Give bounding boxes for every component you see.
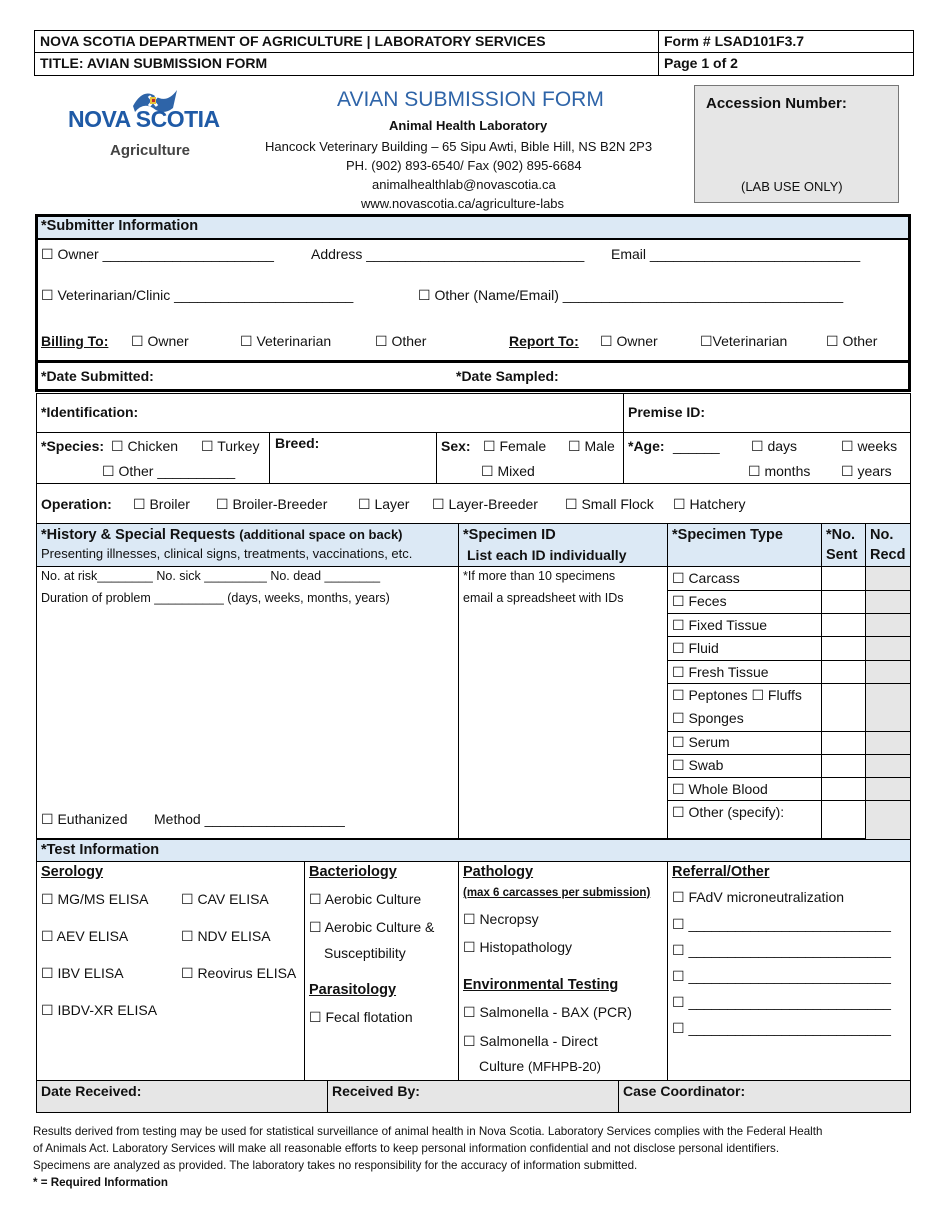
specimen-swab-checkbox[interactable]: ☐ Swab <box>672 757 724 773</box>
veterinarian-field[interactable]: ☐ Veterinarian/Clinic _______________________ <box>41 287 354 303</box>
divider <box>458 523 459 839</box>
sex-mixed-checkbox[interactable]: ☐ Mixed <box>481 463 535 479</box>
divider <box>667 613 911 614</box>
test-salmonella-direct-checkbox[interactable]: ☐ Salmonella - Direct <box>463 1033 598 1049</box>
lab-website[interactable]: www.novascotia.ca/agriculture-labs <box>361 196 565 211</box>
sex-male-checkbox[interactable]: ☐ Male <box>568 438 615 454</box>
lab-name: Animal Health Laboratory <box>389 118 548 133</box>
divider <box>667 861 668 1080</box>
divider <box>667 636 911 637</box>
billing-owner-checkbox[interactable]: ☐ Owner <box>131 333 189 349</box>
no-recd-column <box>866 567 910 839</box>
operation-small-flock-checkbox[interactable]: ☐ Small Flock <box>565 496 654 512</box>
history-heading-wrap <box>41 527 403 543</box>
lab-use-row <box>37 1080 910 1112</box>
risk-sick-dead-fields[interactable]: No. at risk________ No. sick _________ No. dead ________ <box>41 569 381 583</box>
specimen-id-note-2: email a spreadsheet with IDs <box>463 591 624 605</box>
specimen-peptones-fluffs-checkbox[interactable]: ☐ Peptones ☐ Fluffs <box>672 687 802 703</box>
specimen-sponges-checkbox[interactable]: ☐ Sponges <box>672 710 744 726</box>
divider <box>38 360 908 363</box>
divider <box>36 566 911 567</box>
owner-field[interactable]: ☐ Owner ______________________ <box>41 246 274 262</box>
specimen-fluid-checkbox[interactable]: ☐ Fluid <box>672 640 719 656</box>
operation-hatchery-checkbox[interactable]: ☐ Hatchery <box>673 496 746 512</box>
divider <box>436 432 437 483</box>
species-turkey-checkbox[interactable]: ☐ Turkey <box>201 438 260 454</box>
operation-layer-checkbox[interactable]: ☐ Layer <box>358 496 410 512</box>
specimen-type-heading: *Specimen Type <box>672 527 783 543</box>
test-heading: *Test Information <box>41 842 160 858</box>
test-fecal-flotation-checkbox[interactable]: ☐ Fecal flotation <box>309 1009 413 1025</box>
test-ndv-elisa-checkbox[interactable]: ☐ NDV ELISA <box>181 928 271 944</box>
lab-email[interactable]: animalhealthlab@novascotia.ca <box>372 177 556 192</box>
test-aerobic-culture-susceptibility-checkbox[interactable]: ☐ Aerobic Culture & <box>309 919 435 935</box>
pathology-heading: Pathology <box>463 864 534 880</box>
department-text: NOVA SCOTIA DEPARTMENT OF AGRICULTURE | LABORATORY SERVICES <box>40 33 546 49</box>
specimen-feces-checkbox[interactable]: ☐ Feces <box>672 593 727 609</box>
title-cell <box>34 52 659 76</box>
logo-subtitle: Agriculture <box>110 142 191 159</box>
test-aerobic-culture-checkbox[interactable]: ☐ Aerobic Culture <box>309 891 422 907</box>
sex-female-checkbox[interactable]: ☐ Female <box>483 438 547 454</box>
referral-heading: Referral/Other <box>672 864 770 880</box>
no-recd-heading: No. <box>870 527 894 543</box>
specimen-id-heading: *Specimen ID <box>463 527 556 543</box>
no-sent-heading: *No. <box>826 527 855 543</box>
test-salmonella-culture-wrap <box>479 1058 601 1074</box>
specimen-id-subheading: List each ID individually <box>467 547 627 563</box>
history-subheading: Presenting illnesses, clinical signs, treatments, vaccinations, etc. <box>41 546 413 561</box>
other-contact-field[interactable]: ☐ Other (Name/Email) ____________________________________ <box>418 287 844 303</box>
premise-id-field[interactable]: Premise ID: <box>628 404 706 420</box>
report-label: Report To: <box>509 333 579 349</box>
test-necropsy-checkbox[interactable]: ☐ Necropsy <box>463 911 539 927</box>
referral-other-field[interactable]: ☐ __________________________ <box>672 968 891 984</box>
referral-other-field[interactable]: ☐ __________________________ <box>672 942 891 958</box>
divider <box>36 861 911 862</box>
lab-address: Hancock Veterinary Building – 65 Sipu Awti, Bible Hill, NS B2N 2P3 <box>265 139 653 154</box>
test-salmonella-bax-checkbox[interactable]: ☐ Salmonella - BAX (PCR) <box>463 1004 632 1020</box>
report-other-checkbox[interactable]: ☐ Other <box>826 333 878 349</box>
date-submitted-field[interactable]: *Date Submitted: <box>41 368 154 384</box>
age-input[interactable]: ______ <box>673 438 720 454</box>
operation-broiler-checkbox[interactable]: ☐ Broiler <box>133 496 190 512</box>
department-cell <box>34 30 659 53</box>
specimen-whole-blood-checkbox[interactable]: ☐ Whole Blood <box>672 781 768 797</box>
billing-other-checkbox[interactable]: ☐ Other <box>375 333 427 349</box>
divider <box>667 590 911 591</box>
submitter-heading: *Submitter Information <box>41 218 199 234</box>
page-cell <box>658 52 914 76</box>
age-label: *Age: <box>628 438 665 454</box>
test-cav-elisa-checkbox[interactable]: ☐ CAV ELISA <box>181 891 269 907</box>
test-aev-elisa-checkbox[interactable]: ☐ AEV ELISA <box>41 928 129 944</box>
referral-other-field[interactable]: ☐ __________________________ <box>672 1020 891 1036</box>
received-by-field[interactable]: Received By: <box>332 1083 420 1099</box>
history-heading-note: (additional space on back) <box>239 527 403 542</box>
divider <box>667 683 911 684</box>
pathology-note: (max 6 carcasses per submission) <box>463 887 651 899</box>
divider <box>667 777 911 778</box>
divider <box>269 432 270 483</box>
divider <box>36 483 911 484</box>
nova-scotia-logo <box>68 86 243 164</box>
age-years-checkbox[interactable]: ☐ years <box>841 463 892 479</box>
lab-phone: PH. (902) 893-6540/ Fax (902) 895-6684 <box>346 158 582 173</box>
divider <box>327 1080 328 1113</box>
serology-heading: Serology <box>41 864 104 880</box>
no-sent-heading-2: Sent <box>826 547 858 563</box>
report-vet-checkbox[interactable]: ☐Veterinarian <box>700 333 788 349</box>
operation-layer-breeder-checkbox[interactable]: ☐ Layer-Breeder <box>432 496 538 512</box>
accession-box <box>694 85 899 203</box>
divider <box>623 432 624 483</box>
test-heading-bar <box>37 840 910 861</box>
case-coordinator-field[interactable]: Case Coordinator: <box>623 1083 746 1099</box>
species-chicken-checkbox[interactable]: ☐ Chicken <box>111 438 179 454</box>
test-mg-ms-elisa-checkbox[interactable]: ☐ MG/MS ELISA <box>41 891 149 907</box>
divider <box>304 861 305 1080</box>
divider <box>667 523 668 839</box>
referral-other-field[interactable]: ☐ __________________________ <box>672 916 891 932</box>
operation-label: Operation: <box>41 496 112 512</box>
test-reovirus-elisa-checkbox[interactable]: ☐ Reovirus ELISA <box>181 965 297 981</box>
age-months-checkbox[interactable]: ☐ months <box>748 463 811 479</box>
title-row-text: TITLE: AVIAN SUBMISSION FORM <box>40 55 268 71</box>
divider <box>667 660 911 661</box>
operation-broiler-breeder-checkbox[interactable]: ☐ Broiler-Breeder <box>216 496 328 512</box>
referral-other-field[interactable]: ☐ __________________________ <box>672 994 891 1010</box>
age-days-checkbox[interactable]: ☐ days <box>751 438 798 454</box>
email-field[interactable]: Email ___________________________ <box>611 246 861 262</box>
form-number: Form # LSAD101F3.7 <box>664 33 805 49</box>
age-weeks-checkbox[interactable]: ☐ weeks <box>841 438 898 454</box>
no-recd-heading-2: Recd <box>870 547 906 563</box>
billing-label: Billing To: <box>41 333 109 349</box>
report-owner-checkbox[interactable]: ☐ Owner <box>600 333 658 349</box>
history-heading: *History & Special Requests <box>41 527 236 543</box>
disclaimer-line: Results derived from testing may be used for statistical surveillance of animal health in Nova Scotia. Laboratory Services complies with the Federal Health <box>33 1125 823 1138</box>
date-sampled-field[interactable]: *Date Sampled: <box>456 368 559 384</box>
specimen-id-note: *If more than 10 specimens <box>463 569 616 583</box>
submitter-heading-bar <box>38 217 908 240</box>
accession-label: Accession Number: <box>706 95 847 112</box>
required-legend: * = Required Information <box>33 1176 168 1189</box>
breed-field[interactable]: Breed: <box>275 435 320 451</box>
accession-note: (LAB USE ONLY) <box>741 179 843 194</box>
sex-label: Sex: <box>441 438 471 454</box>
address-field[interactable]: Address ____________________________ <box>311 246 585 262</box>
divider <box>821 523 822 839</box>
disclaimer-line: of Animals Act. Laboratory Services will make all reasonable efforts to keep personal information confidential and not disclose personal identifiers. <box>33 1142 780 1155</box>
specimen-fixed-tissue-checkbox[interactable]: ☐ Fixed Tissue <box>672 617 768 633</box>
identification-section <box>36 393 911 839</box>
test-method-code: (MFHPB-20) <box>528 1059 601 1074</box>
bacteriology-heading: Bacteriology <box>309 864 397 880</box>
divider <box>667 731 911 732</box>
test-ibdv-xr-elisa-checkbox[interactable]: ☐ IBDV-XR ELISA <box>41 1002 158 1018</box>
test-histopathology-checkbox[interactable]: ☐ Histopathology <box>463 939 573 955</box>
disclaimer-line: Specimens are analyzed as provided. The laboratory takes no responsibility for the accuracy of information submitted. <box>33 1159 638 1172</box>
euthanized-checkbox[interactable]: ☐ Euthanized <box>41 811 128 827</box>
divider <box>667 754 911 755</box>
species-other-field[interactable]: ☐ Other __________ <box>102 463 236 479</box>
test-susceptibility-label: Susceptibility <box>324 945 406 961</box>
divider <box>36 1080 911 1081</box>
form-number-cell <box>658 30 914 53</box>
identification-field[interactable]: *Identification: <box>41 404 139 420</box>
divider <box>618 1080 619 1113</box>
logo-wordmark: NOVA SCOTIA <box>68 106 220 132</box>
specimen-other-checkbox[interactable]: ☐ Other (specify): <box>672 804 785 820</box>
environmental-heading: Environmental Testing <box>463 977 619 993</box>
duration-field[interactable]: Duration of problem __________ (days, weeks, months, years) <box>41 591 390 605</box>
parasitology-heading: Parasitology <box>309 982 397 998</box>
species-label: *Species: <box>41 438 105 454</box>
specimen-carcass-checkbox[interactable]: ☐ Carcass <box>672 570 740 586</box>
test-fadv-checkbox[interactable]: ☐ FAdV microneutralization <box>672 889 845 905</box>
divider <box>36 432 911 433</box>
date-received-field[interactable]: Date Received: <box>41 1083 142 1099</box>
page-number: Page 1 of 2 <box>664 55 738 71</box>
method-field[interactable]: Method __________________ <box>154 811 345 827</box>
specimen-fresh-tissue-checkbox[interactable]: ☐ Fresh Tissue <box>672 664 769 680</box>
billing-vet-checkbox[interactable]: ☐ Veterinarian <box>240 333 332 349</box>
divider <box>623 393 624 433</box>
test-culture-label: Culture <box>479 1058 525 1074</box>
divider <box>667 800 911 801</box>
test-ibv-elisa-checkbox[interactable]: ☐ IBV ELISA <box>41 965 124 981</box>
specimen-serum-checkbox[interactable]: ☐ Serum <box>672 734 730 750</box>
divider <box>458 861 459 1080</box>
form-title: AVIAN SUBMISSION FORM <box>337 88 604 111</box>
